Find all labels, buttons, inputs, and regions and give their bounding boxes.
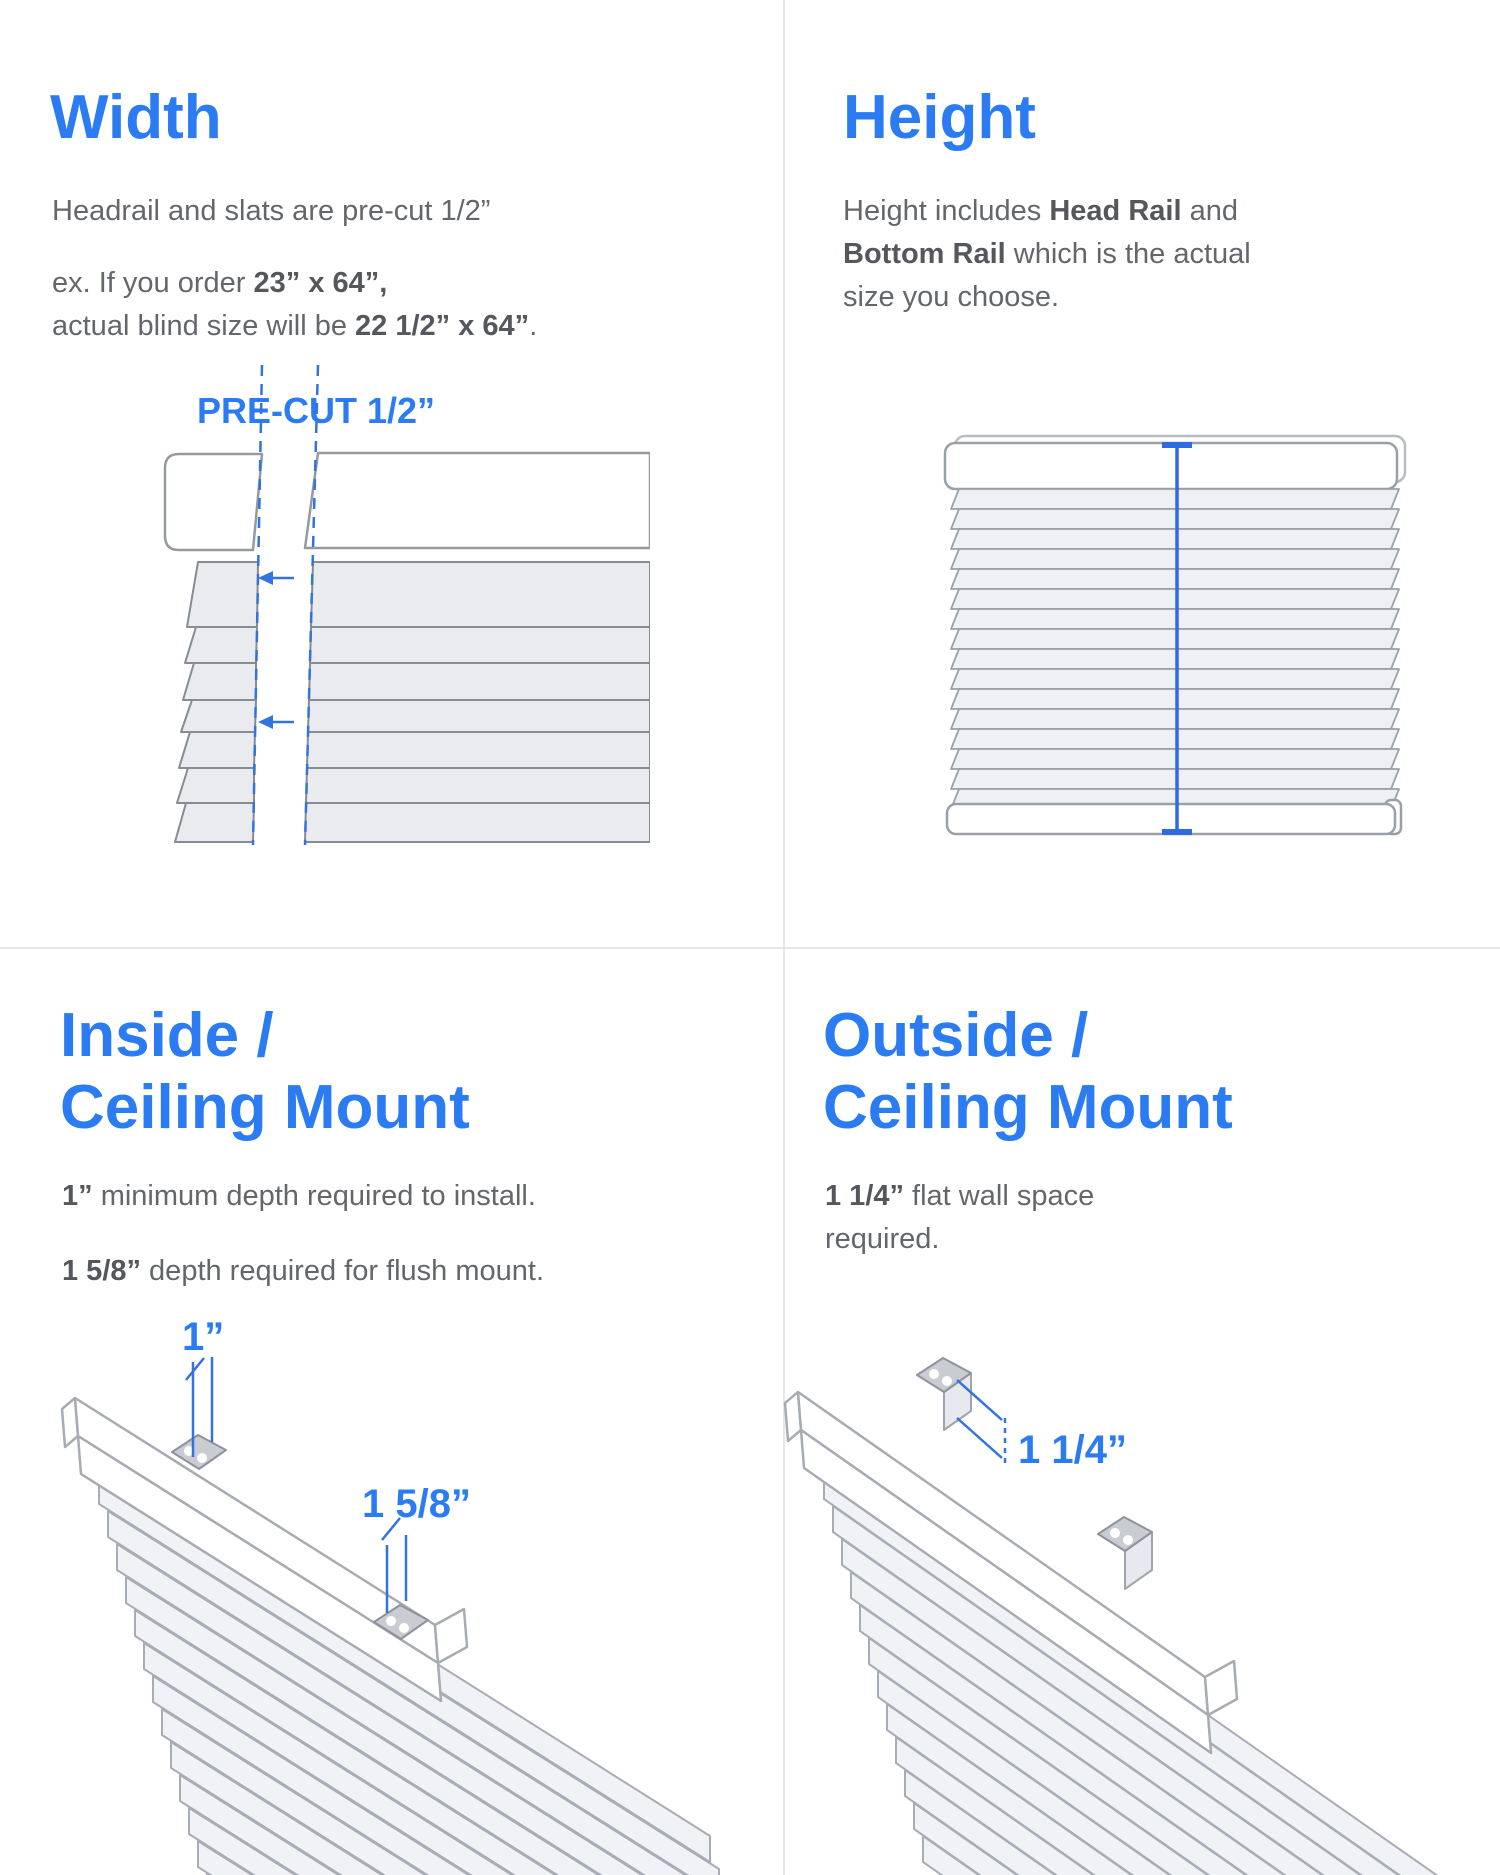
height-body-1: Height includes xyxy=(843,195,1050,227)
height-body-2: and xyxy=(1181,195,1238,227)
height-heading: Height xyxy=(843,83,1036,152)
outside-wall-space-rest: flat wall space required. xyxy=(825,1180,1095,1255)
inside-heading-line1: Inside / xyxy=(60,1001,274,1070)
height-slats xyxy=(951,489,1399,809)
example-actual-prefix: actual blind size will be xyxy=(52,310,356,342)
width-example-text xyxy=(52,262,692,348)
inside-depth-text xyxy=(62,1175,682,1218)
example-actual-size: 22 1/2” x 64” xyxy=(355,310,530,342)
height-section xyxy=(783,0,1500,947)
height-bottom-rail xyxy=(947,800,1401,834)
height-diagram xyxy=(935,430,1415,855)
inside-mount-diagram xyxy=(40,1295,750,1875)
height-head-rail: Head Rail xyxy=(1049,195,1182,227)
outside-heading-line2: Ceiling Mount xyxy=(823,1073,1233,1142)
inside-min-depth-rest: minimum depth required to install. xyxy=(92,1180,536,1212)
width-slats-left-strip xyxy=(175,562,258,842)
height-bottom-rail: Bottom Rail xyxy=(843,238,1006,270)
outside-dim-label: 1 1/4” xyxy=(1018,1428,1127,1472)
inside-min-depth-value: 1” xyxy=(62,1180,93,1212)
example-prefix: ex. If you order xyxy=(52,267,254,299)
outside-bracket-2 xyxy=(1098,1517,1152,1589)
inside-dim-1-label: 1” xyxy=(182,1315,225,1359)
height-body-text xyxy=(843,190,1303,319)
outside-dim-wall-space xyxy=(957,1380,1127,1472)
inside-flush-depth-rest: depth required for flush mount. xyxy=(141,1255,545,1287)
headrail-left-piece xyxy=(165,454,262,550)
outside-wall-space-text xyxy=(825,1175,1155,1261)
outside-bracket-1 xyxy=(917,1358,971,1430)
example-period: . xyxy=(529,310,538,342)
width-intro-line: Headrail and slats are pre-cut 1/2” xyxy=(52,195,491,227)
width-slats-right xyxy=(305,562,650,842)
width-headrail xyxy=(165,453,650,550)
outside-mount-section xyxy=(783,947,1500,1875)
outside-wall-space-value: 1 1/4” xyxy=(825,1180,904,1212)
inside-dim-2-label: 1 5/8” xyxy=(362,1482,471,1526)
cut-direction-arrows xyxy=(258,571,294,729)
inside-flush-text xyxy=(62,1250,682,1293)
precut-label: PRE-CUT 1/2” xyxy=(197,390,436,431)
outside-heading-line1: Outside / xyxy=(823,1001,1089,1070)
inside-heading-line2: Ceiling Mount xyxy=(60,1073,470,1142)
width-diagram xyxy=(150,358,650,852)
inside-heading xyxy=(60,1000,470,1144)
width-intro-text xyxy=(52,190,672,233)
width-section xyxy=(0,0,783,947)
inside-mount-section xyxy=(0,947,783,1875)
example-ordered-size: 23” x 64”, xyxy=(253,267,388,299)
headrail-right-piece xyxy=(305,453,650,548)
inside-flush-depth-value: 1 5/8” xyxy=(62,1255,141,1287)
height-body-3: which is the actual size you choose. xyxy=(843,238,1251,313)
inside-dim-min-depth xyxy=(182,1315,224,1457)
outside-mount-diagram xyxy=(775,1330,1500,1875)
outside-heading xyxy=(823,1000,1233,1144)
width-heading: Width xyxy=(50,83,222,152)
